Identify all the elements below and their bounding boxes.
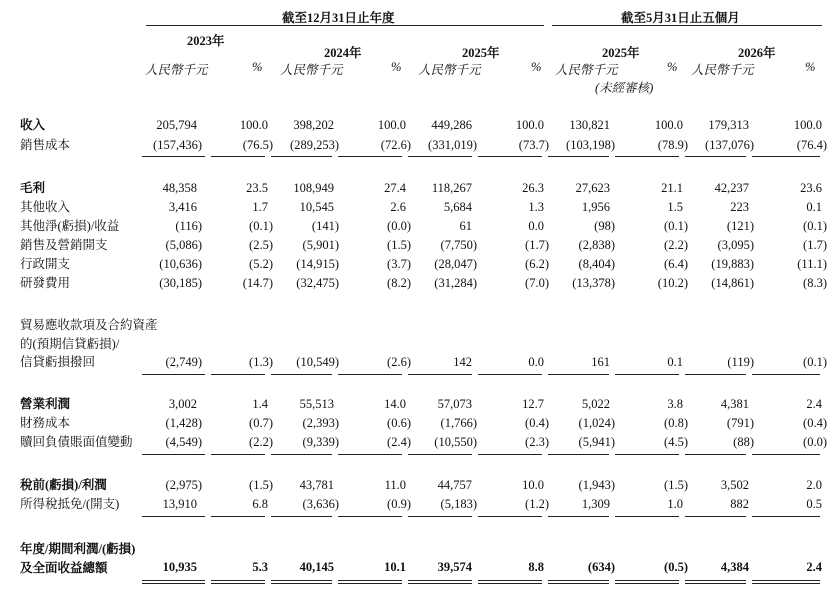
cell-admin_expenses-0: (10,636) [159,257,202,271]
cell-net_profit-0: 10,935 [162,560,197,574]
cell-cost_of_sales-4: (331,019) [428,138,477,152]
cell-revenue-4: 449,286 [431,118,472,132]
cell-redemption_liab-0: (4,549) [165,435,202,449]
cell-other_income-2: 10,545 [299,200,334,214]
unit-header-2023: 人民幣千元 [145,63,208,77]
row-label-net_profit: 及全面收益總額 [20,560,108,575]
total-double-rule [338,580,402,581]
row-label-selling_expenses: 銷售及營銷開支 [20,238,108,252]
cell-admin_expenses-2: (14,915) [296,257,339,271]
cell-credit_loss-2: (10,549) [296,355,339,369]
total-double-rule [142,580,205,581]
row-label-rd_expenses: 研發費用 [20,276,71,290]
cell-operating_profit-9: 2.4 [806,397,822,411]
cell-other_income-1: 1.7 [252,200,268,214]
row-label-finance_costs: 財務成本 [20,416,71,430]
cell-selling_expenses-3: (1.5) [387,238,411,252]
cell-pbt-1: (1.5) [249,478,273,492]
cell-admin_expenses-1: (5.2) [249,257,273,271]
total-double-rule [548,580,609,581]
total-double-rule [752,583,820,584]
cell-other_net-6: (98) [594,219,615,233]
cell-operating_profit-5: 12.7 [522,397,544,411]
subtotal-rule [211,374,265,375]
cell-pbt-7: (1.5) [664,478,688,492]
cell-revenue-5: 100.0 [515,118,544,132]
subtotal-rule [338,454,402,455]
row-label-net_profit: 年度/期間利潤/(虧損) [20,542,136,556]
cell-credit_loss-9: (0.1) [803,355,827,369]
cell-tax-8: 882 [730,497,749,511]
cell-credit_loss-6: 161 [591,355,610,369]
year-header-2026-5m: 2026年 [738,46,776,60]
total-double-rule [685,580,746,581]
total-double-rule [478,583,542,584]
cell-cost_of_sales-3: (72.6) [380,138,411,152]
total-double-rule [271,583,332,584]
cell-admin_expenses-8: (19,883) [711,257,754,271]
cell-cost_of_sales-1: (76.5) [242,138,273,152]
row-label-operating_profit: 營業利潤 [20,397,71,411]
cell-other_net-7: (0.1) [664,219,688,233]
cell-finance_costs-6: (1,024) [578,416,615,430]
cell-finance_costs-0: (1,428) [165,416,202,430]
cell-cost_of_sales-8: (137,076) [705,138,754,152]
cell-gross_profit-2: 108,949 [293,181,334,195]
subtotal-rule [548,454,609,455]
cell-rd_expenses-1: (14.7) [242,276,273,290]
cell-cost_of_sales-6: (103,198) [566,138,615,152]
pct-header-2026-5m: % [805,60,816,74]
cell-operating_profit-6: 5,022 [581,397,610,411]
cell-cost_of_sales-0: (157,436) [153,138,202,152]
subtotal-rule [615,516,679,517]
total-double-rule [338,583,402,584]
row-label-revenue: 收入 [20,118,46,132]
total-double-rule [752,580,820,581]
cell-tax-9: 0.5 [806,497,822,511]
subtotal-rule [685,374,746,375]
subtotal-rule [408,454,472,455]
cell-selling_expenses-1: (2.5) [249,238,273,252]
cell-redemption_liab-8: (88) [733,435,754,449]
cell-net_profit-3: 10.1 [384,560,406,574]
row-label-redemption_liab: 贖回負債賬面值變動 [20,435,133,449]
cell-other_net-4: 61 [459,219,472,233]
cell-other_net-9: (0.1) [803,219,827,233]
cell-operating_profit-7: 3.8 [667,397,683,411]
cell-redemption_liab-1: (2.2) [249,435,273,449]
cell-net_profit-6: (634) [587,560,615,574]
cell-redemption_liab-3: (2.4) [387,435,411,449]
subtotal-rule [142,516,205,517]
subtotal-rule [615,156,679,157]
cell-gross_profit-1: 23.5 [246,181,268,195]
cell-rd_expenses-3: (8.2) [387,276,411,290]
cell-other_net-0: (116) [175,219,202,233]
cell-other_net-8: (121) [726,219,754,233]
cell-revenue-7: 100.0 [654,118,683,132]
total-double-rule [478,580,542,581]
subtotal-rule [478,454,542,455]
cell-redemption_liab-6: (5,941) [578,435,615,449]
cell-tax-0: 13,910 [162,497,197,511]
cell-rd_expenses-8: (14,861) [711,276,754,290]
subtotal-rule [548,516,609,517]
subtotal-rule [271,374,332,375]
total-double-rule [408,583,472,584]
cell-net_profit-1: 5.3 [252,560,268,574]
cell-finance_costs-5: (0.4) [525,416,549,430]
cell-selling_expenses-5: (1.7) [525,238,549,252]
cell-credit_loss-0: (2,749) [165,355,202,369]
row-label-other_income: 其他收入 [20,200,71,214]
cell-other_income-5: 1.3 [528,200,544,214]
cell-credit_loss-4: 142 [453,355,472,369]
year-header-2024: 2024年 [324,46,362,60]
cell-gross_profit-7: 21.1 [661,181,683,195]
total-double-rule [685,583,746,584]
cell-gross_profit-9: 23.6 [800,181,822,195]
cell-selling_expenses-8: (3,095) [717,238,754,252]
period-year-rule [146,25,544,26]
cell-redemption_liab-2: (9,339) [302,435,339,449]
total-double-rule [615,583,679,584]
total-double-rule [408,580,472,581]
cell-net_profit-7: (0.5) [664,560,688,574]
cell-other_income-9: 0.1 [806,200,822,214]
cell-pbt-0: (2,975) [165,478,202,492]
cell-cost_of_sales-2: (289,253) [290,138,339,152]
cell-admin_expenses-7: (6.4) [664,257,688,271]
cell-admin_expenses-9: (11.1) [797,257,827,271]
cell-other_net-3: (0.0) [387,219,411,233]
cell-pbt-4: 44,757 [437,478,472,492]
row-label-gross_profit: 毛利 [20,181,46,195]
subtotal-rule [211,516,265,517]
cell-other_income-3: 2.6 [390,200,406,214]
cell-net_profit-2: 40,145 [299,560,334,574]
cell-tax-7: 1.0 [667,497,683,511]
cell-operating_profit-8: 4,381 [720,397,749,411]
cell-admin_expenses-6: (8,404) [578,257,615,271]
cell-net_profit-4: 39,574 [437,560,472,574]
cell-redemption_liab-7: (4.5) [664,435,688,449]
cell-operating_profit-0: 3,002 [168,397,197,411]
cell-pbt-2: 43,781 [299,478,334,492]
cell-tax-3: (0.9) [387,497,411,511]
unaudited-note: (未經審核) [595,81,654,95]
row-label-credit_loss: 貿易應收款項及合約資產 [20,318,158,332]
year-header-2025: 2025年 [462,46,500,60]
cell-rd_expenses-7: (10.2) [657,276,688,290]
cell-other_income-0: 3,416 [168,200,197,214]
pct-header-2023: % [252,60,263,74]
cell-pbt-5: 10.0 [522,478,544,492]
total-double-rule [615,580,679,581]
cell-credit_loss-3: (2.6) [387,355,411,369]
cell-gross_profit-3: 27.4 [384,181,406,195]
cell-revenue-2: 398,202 [293,118,334,132]
subtotal-rule [408,516,472,517]
cell-rd_expenses-6: (13,378) [572,276,615,290]
cell-finance_costs-4: (1,766) [440,416,477,430]
cell-finance_costs-1: (0.7) [249,416,273,430]
subtotal-rule [338,374,402,375]
cell-credit_loss-7: 0.1 [667,355,683,369]
subtotal-rule [752,374,820,375]
cell-redemption_liab-5: (2.3) [525,435,549,449]
cell-other_net-2: (141) [311,219,339,233]
cell-finance_costs-3: (0.6) [387,416,411,430]
total-double-rule [271,580,332,581]
cell-rd_expenses-0: (30,185) [159,276,202,290]
subtotal-rule [271,516,332,517]
unit-header-2026-5m: 人民幣千元 [691,63,754,77]
cell-pbt-8: 3,502 [720,478,749,492]
year-header-2023: 2023年 [187,34,225,48]
cell-operating_profit-1: 1.4 [252,397,268,411]
cell-credit_loss-1: (1.3) [249,355,273,369]
subtotal-rule [548,156,609,157]
cell-tax-2: (3,636) [302,497,339,511]
subtotal-rule [548,374,609,375]
cell-selling_expenses-6: (2,838) [578,238,615,252]
cell-cost_of_sales-9: (76.4) [796,138,827,152]
cell-admin_expenses-4: (28,047) [434,257,477,271]
cell-redemption_liab-4: (10,550) [434,435,477,449]
row-label-credit_loss: 的(預期信貸虧損)/ [20,336,120,351]
cell-rd_expenses-2: (32,475) [296,276,339,290]
pct-header-2025: % [531,60,542,74]
cell-other_income-4: 5,684 [443,200,472,214]
subtotal-rule [478,374,542,375]
cell-other_income-6: 1,956 [581,200,610,214]
cell-net_profit-8: 4,384 [720,560,749,574]
period-five-month-rule [552,25,822,26]
subtotal-rule [408,374,472,375]
subtotal-rule [142,454,205,455]
cell-finance_costs-9: (0.4) [803,416,827,430]
cell-tax-1: 6.8 [252,497,268,511]
cell-finance_costs-8: (791) [726,416,754,430]
cell-admin_expenses-5: (6.2) [525,257,549,271]
cell-gross_profit-6: 27,623 [575,181,610,195]
row-label-credit_loss: 信貸虧損撥回 [20,355,96,369]
year-header-2025-5m: 2025年 [602,46,640,60]
cell-selling_expenses-9: (1.7) [803,238,827,252]
unit-header-2025: 人民幣千元 [418,63,481,77]
period-five-month-header: 截至5月31日止五個月 [621,11,740,25]
cell-rd_expenses-4: (31,284) [434,276,477,290]
cell-selling_expenses-0: (5,086) [165,238,202,252]
subtotal-rule [615,454,679,455]
total-double-rule [142,583,205,584]
cell-rd_expenses-5: (7.0) [525,276,549,290]
total-double-rule [211,583,265,584]
cell-gross_profit-5: 26.3 [522,181,544,195]
row-label-pbt: 稅前(虧損)/利潤 [20,478,107,492]
cell-revenue-6: 130,821 [569,118,610,132]
cell-pbt-9: 2.0 [806,478,822,492]
subtotal-rule [211,156,265,157]
row-label-tax: 所得稅抵免/(開支) [20,497,120,511]
subtotal-rule [615,374,679,375]
subtotal-rule [142,374,205,375]
cell-selling_expenses-2: (5,901) [302,238,339,252]
cell-revenue-0: 205,794 [156,118,197,132]
cell-rd_expenses-9: (8.3) [803,276,827,290]
unit-header-2024: 人民幣千元 [280,63,343,77]
subtotal-rule [752,516,820,517]
subtotal-rule [271,454,332,455]
cell-operating_profit-3: 14.0 [384,397,406,411]
subtotal-rule [478,516,542,517]
cell-selling_expenses-7: (2.2) [664,238,688,252]
unit-header-2025-5m: 人民幣千元 [555,63,618,77]
subtotal-rule [478,156,542,157]
cell-cost_of_sales-7: (78.9) [657,138,688,152]
cell-credit_loss-5: 0.0 [528,355,544,369]
subtotal-rule [685,156,746,157]
cell-tax-6: 1,309 [581,497,610,511]
subtotal-rule [338,156,402,157]
cell-pbt-6: (1,943) [578,478,615,492]
total-double-rule [211,580,265,581]
subtotal-rule [338,516,402,517]
cell-finance_costs-7: (0.8) [664,416,688,430]
cell-gross_profit-0: 48,358 [162,181,197,195]
cell-admin_expenses-3: (3.7) [387,257,411,271]
cell-gross_profit-4: 118,267 [431,181,472,195]
cell-other_net-5: 0.0 [528,219,544,233]
cell-tax-4: (5,183) [440,497,477,511]
cell-operating_profit-2: 55,513 [299,397,334,411]
cell-revenue-1: 100.0 [239,118,268,132]
subtotal-rule [211,454,265,455]
subtotal-rule [271,156,332,157]
pct-header-2025-5m: % [667,60,678,74]
subtotal-rule [142,156,205,157]
cell-other_net-1: (0.1) [249,219,273,233]
row-label-admin_expenses: 行政開支 [20,257,71,271]
cell-net_profit-9: 2.4 [806,560,822,574]
row-label-cost_of_sales: 銷售成本 [20,138,71,152]
cell-gross_profit-8: 42,237 [714,181,749,195]
cell-revenue-9: 100.0 [793,118,822,132]
cell-revenue-8: 179,313 [708,118,749,132]
subtotal-rule [752,156,820,157]
subtotal-rule [685,516,746,517]
cell-tax-5: (1.2) [525,497,549,511]
cell-net_profit-5: 8.8 [528,560,544,574]
cell-other_income-7: 1.5 [667,200,683,214]
cell-credit_loss-8: (119) [727,355,754,369]
cell-revenue-3: 100.0 [377,118,406,132]
cell-redemption_liab-9: (0.0) [803,435,827,449]
cell-selling_expenses-4: (7,750) [440,238,477,252]
subtotal-rule [408,156,472,157]
period-year-header: 截至12月31日止年度 [282,11,395,25]
cell-pbt-3: 11.0 [384,478,406,492]
total-double-rule [548,583,609,584]
subtotal-rule [685,454,746,455]
cell-cost_of_sales-5: (73.7) [518,138,549,152]
cell-finance_costs-2: (2,393) [302,416,339,430]
row-label-other_net: 其他淨(虧損)/收益 [20,219,120,233]
pct-header-2024: % [391,60,402,74]
cell-other_income-8: 223 [730,200,749,214]
subtotal-rule [752,454,820,455]
cell-operating_profit-4: 57,073 [437,397,472,411]
